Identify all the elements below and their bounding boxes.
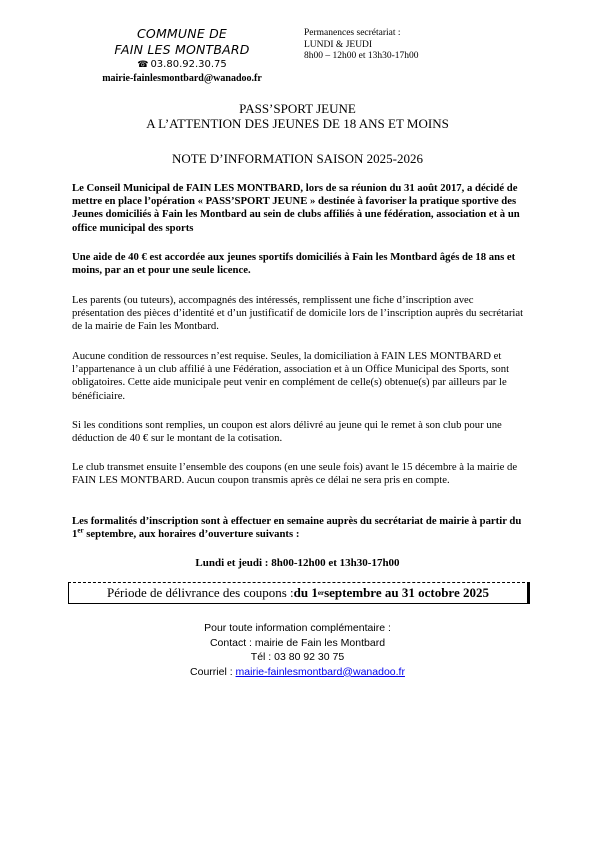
contact-line-info: Pour toute information complémentaire : — [204, 622, 391, 634]
contact-block — [0, 621, 595, 679]
paragraph-deliberation: Le Conseil Municipal de FAIN LES MONTBARD, lors de sa réunion du 31 août 2017, a décidé de mettre en place l’opération « PASS’SPORT JEUNE » destinée à favoriser la pratique sportive des Jeunes domiciliés à Fain les Montbard au sein de clubs affiliés à une fédération, association et à un office municipal des sports — [72, 182, 520, 234]
periode-from: du 1 — [293, 585, 318, 600]
permanences-hours: 8h00 – 12h00 et 13h30-17h00 — [304, 51, 419, 61]
commune-name-line1: COMMUNE DE — [136, 26, 228, 41]
periode-to: septembre au 31 octobre 2025 — [324, 585, 489, 600]
commune-name-line2: FAIN LES MONTBARD — [114, 42, 250, 57]
formalites-text-b: septembre, aux horaires d’ouverture suivants : — [83, 528, 300, 541]
title-audience: A L’ATTENTION DES JEUNES DE 18 ANS ET MOINS — [146, 116, 449, 131]
phone-icon: ☎ — [137, 60, 149, 70]
title-pass-sport: PASS’SPORT JEUNE — [239, 101, 356, 116]
commune-email: mairie-fainlesmontbard@wanadoo.fr — [102, 73, 262, 84]
commune-header — [92, 26, 272, 85]
paragraph-coupon: Si les conditions sont remplies, un coupon est alors délivré au jeune qui le remet à son club pour une déduction de 40 € sur le montant de la cotisation. — [72, 419, 502, 445]
paragraph-formalites — [72, 515, 526, 541]
paragraph-conditions: Aucune condition de ressources n’est requise. Seules, la domiciliation à FAIN LES MONTBARD et l’appartenance à un club affilié à une Fédération, association et à un Office Municipal des Sports, sont obligatoires. Cette aide municipale peut venir en complément de celle(s) obtenue(s) par ailleurs par le bénéficiaire. — [72, 350, 510, 402]
contact-line-courriel — [0, 665, 595, 680]
contact-line-mairie: Contact : mairie de Fain les Montbard — [209, 636, 386, 649]
paragraph-aide-montant: Une aide de 40 € est accordée aux jeunes sportifs domiciliés à Fain les Montbard âgés de 18 ans et moins, par an et pour une seule licence. — [72, 251, 516, 277]
permanences-title: Permanences secrétariat : — [304, 28, 401, 38]
commune-phone — [92, 58, 272, 72]
contact-line-phone: Tél : 03 80 92 30 75 — [250, 651, 345, 663]
periode-prefix: Période de délivrance des coupons : — [107, 585, 294, 600]
horaires-ouverture: Lundi et jeudi : 8h00-12h00 et 13h30-17h00 — [195, 557, 400, 569]
paragraph-transmission: Le club transmet ensuite l’ensemble des coupons (en une seule fois) avant le 15 décembre à la mairie de FAIN LES MONTBARD. Aucun coupon transmis après ce délai ne sera pris en compte. — [72, 461, 518, 487]
permanences-days: LUNDI & JEUDI — [304, 39, 373, 50]
courriel-label: Courriel : — [190, 665, 236, 678]
paragraph-inscription: Les parents (ou tuteurs), accompagnés des intéressés, remplissent une fiche d’inscription avec présentation des pièces d’identité et d’un justificatif de domicile lors de l’inscription auprès du secrétariat de la mairie de Fain les Montbard. — [72, 294, 524, 333]
periode-delivrance-box: Période de délivrance des coupons : du 1 er septembre au 31 octobre 2025 — [68, 582, 530, 604]
title-note-information: NOTE D’INFORMATION SAISON 2025-2026 — [172, 151, 423, 166]
formalites-superscript: er — [77, 526, 84, 535]
formalites-text-a: Les formalités d’inscription sont à effectuer en semaine auprès du secrétariat de mairie à partir du 1 — [72, 515, 522, 541]
commune-phone-number: 03.80.92.30.75 — [150, 59, 227, 70]
permanences-block — [304, 28, 419, 63]
courriel-email-link[interactable]: mairie-fainlesmontbard@wanadoo.fr — [235, 665, 405, 678]
